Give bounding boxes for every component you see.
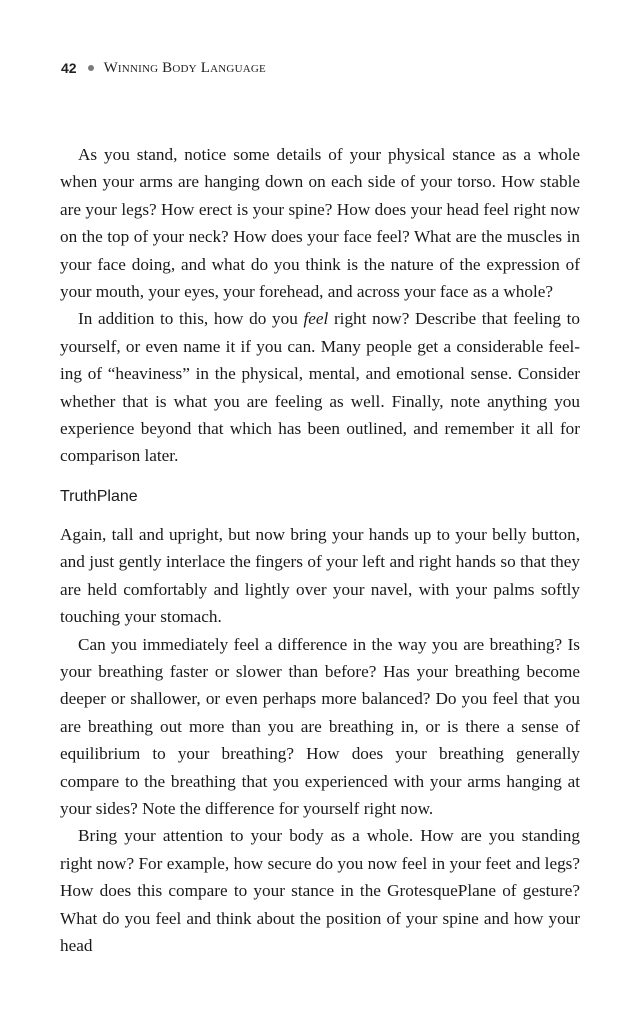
paragraph-text: right now? Describe that feeling to yourself, or even name it if you can. Many people get a considerable feeling of “heaviness” in the physical, mental, and emotional sense. Consider whether that is what you are feeling as well. Finally, note anything you experience beyond that which has been outlined, and remember it all for comparison later.	[60, 309, 580, 466]
section-heading: TruthPlane	[60, 488, 138, 505]
paragraph	[60, 305, 580, 469]
running-head	[61, 57, 266, 79]
body-text-after-heading	[60, 521, 580, 960]
emphasized-word: feel	[303, 309, 329, 329]
paragraph: Bring your attention to your body as a whole. How are you standing right now? For example, how secure do you now feel in your feet and legs? How does this compare to your stance in the GrotesquePlane of gesture? What do you feel and think about the position of your spine and how your head	[60, 826, 580, 956]
paragraph: As you stand, notice some details of your physical stance as a whole when your arms are hanging down on each side of your torso. How stable are your legs? How erect is your spine? How does your head feel right now on the top of your neck? How does your face feel? What are the muscles in your face doing, and what do you think is the nature of the expression of your mouth, your eyes, your forehead, and across your face as a whole?	[60, 145, 580, 302]
body-text-before-heading	[60, 141, 580, 470]
bullet-separator-icon	[88, 65, 94, 71]
page-number: 42	[61, 60, 77, 76]
paragraph-text: In addition to this, how do you	[78, 309, 304, 329]
paragraph: Again, tall and upright, but now bring your hands up to your belly button, and just gently interlace the fingers of your left and right hands so that they are held comfortably and lightly over your navel, with your palms softly touching your stomach.	[60, 525, 580, 627]
paragraph: Can you immediately feel a difference in the way you are breathing? Is your breathing faster or slower than before? Has your breathing become deeper or shallower, or even perhaps more balanced? Do you feel that you are breathing out more than you are breathing in, or is there a sense of equilibrium to your breathing? How does your breathing generally compare to the breathing that you experienced with your arms hanging at your sides? Note the difference for yourself right now.	[60, 634, 580, 819]
book-title: Winning Body Language	[103, 59, 266, 76]
